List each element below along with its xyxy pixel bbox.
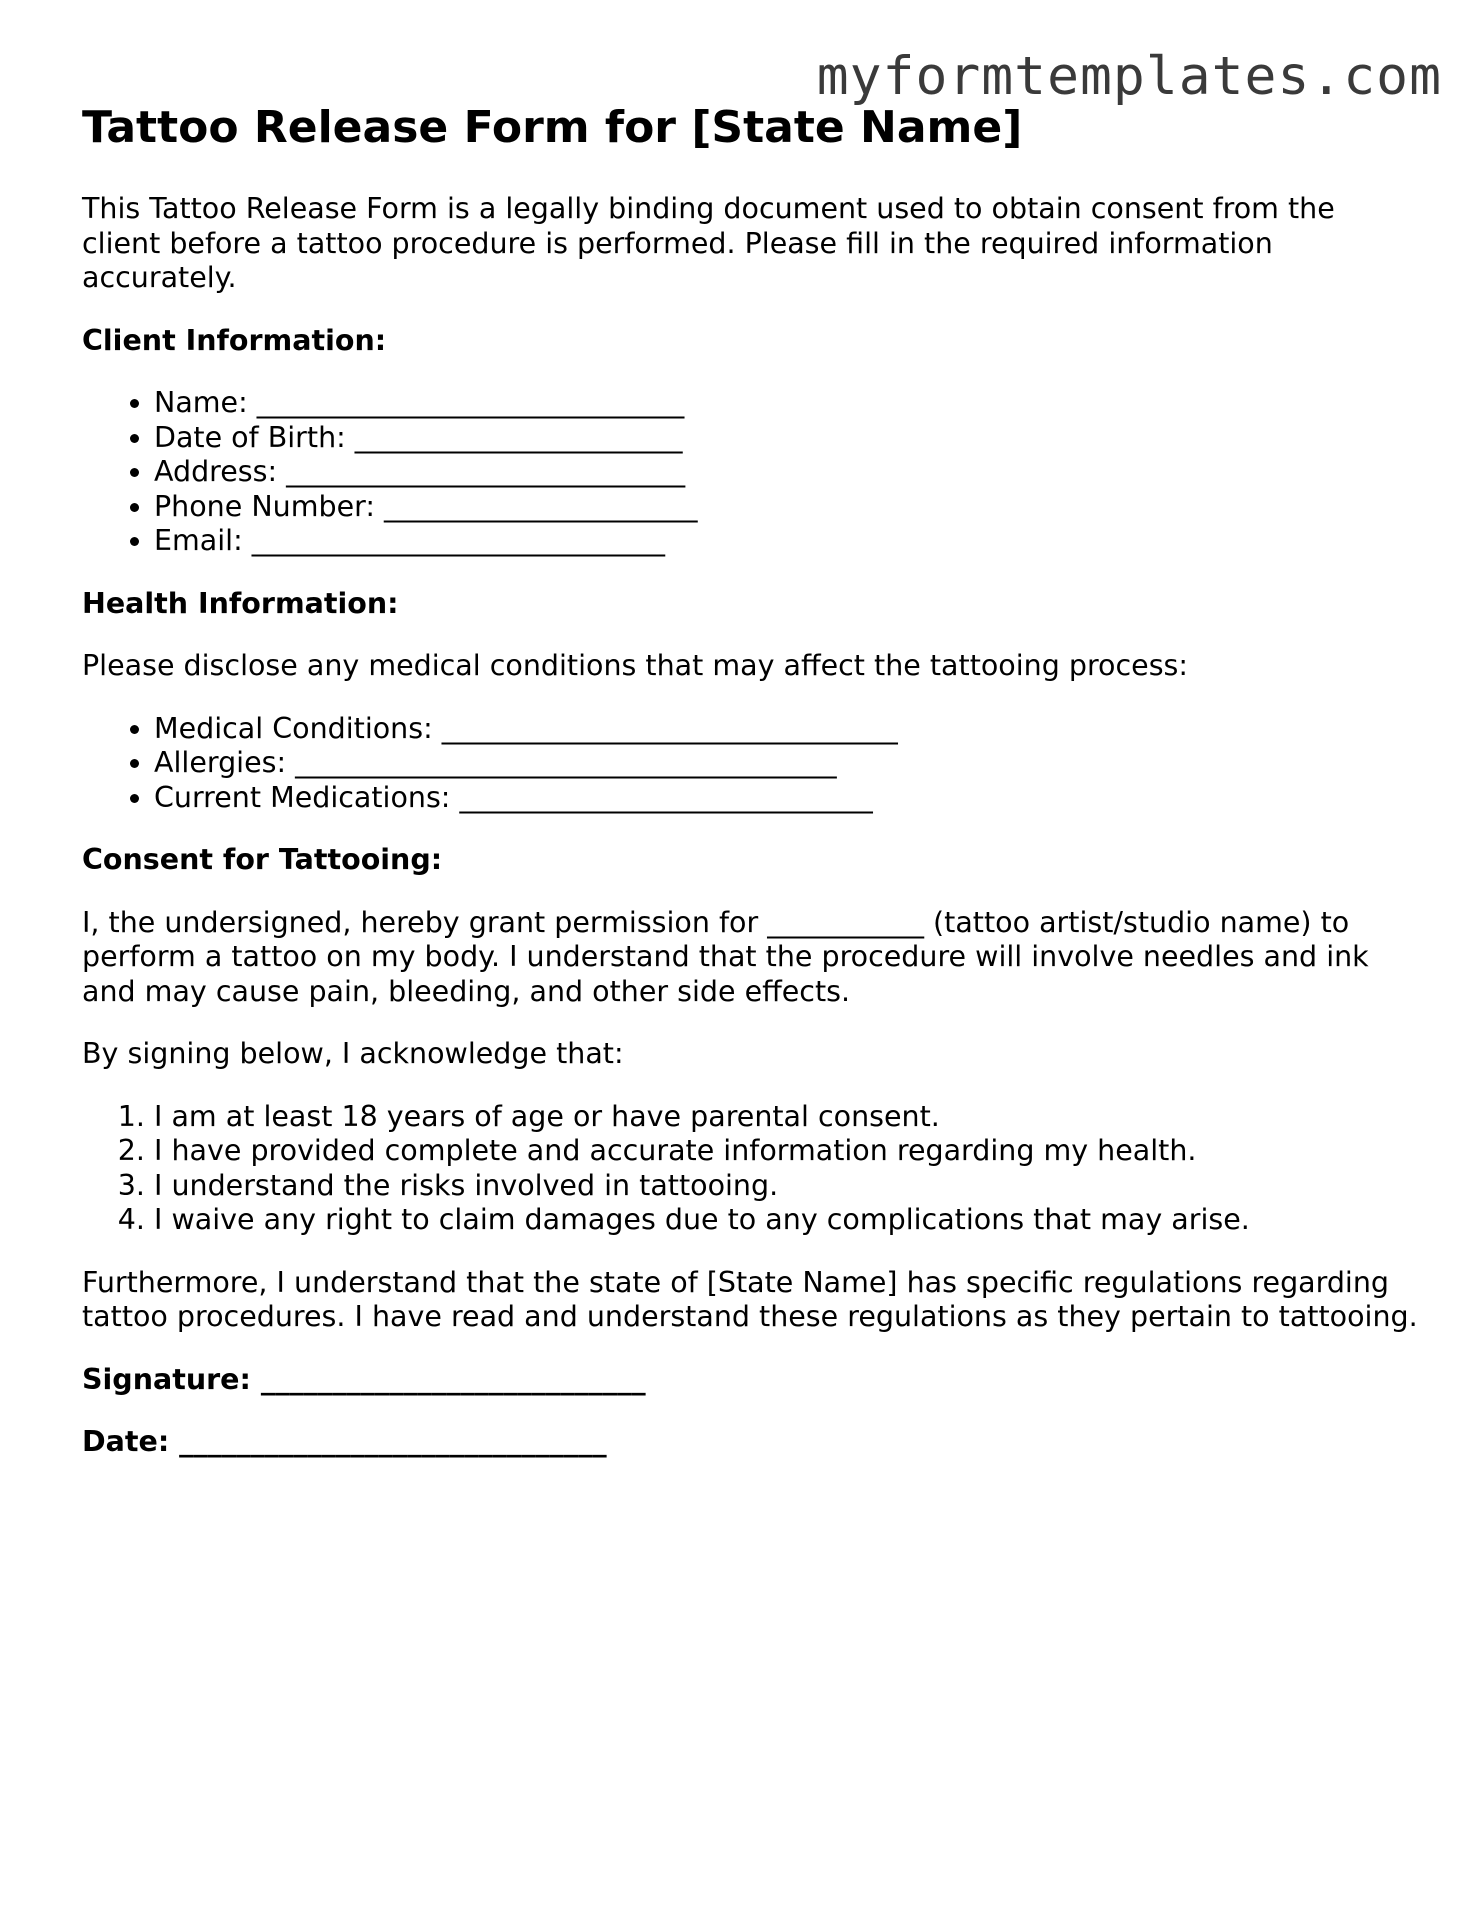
regulations-paragraph: Furthermore, I understand that the state of [State Name] has specific regulations regarding tattoo procedures. I have read and understand these regulations as they pertain to tattooing. [82, 1265, 1418, 1333]
medical-conditions-field[interactable]: • Medical Conditions: ________________________________ [154, 712, 1422, 747]
signature-field[interactable]: Signature: ___________________________ [82, 1362, 646, 1396]
acknowledgement-list [82, 1100, 1422, 1238]
current-medications-field[interactable]: • Current Medications: _____________________________ [154, 781, 1422, 816]
acknowledgement-item: 2. I have provided complete and accurate information regarding my health. [154, 1134, 1422, 1169]
acknowledgement-item: 4. I waive any right to claim damages due to any complications that may arise. [154, 1203, 1422, 1238]
health-information-heading: Health Information: [82, 586, 399, 620]
client-email-field[interactable]: • Email: _____________________________ [154, 524, 1422, 559]
acknowledge-intro: By signing below, I acknowledge that: [82, 1037, 624, 1070]
client-address-field[interactable]: • Address: ____________________________ [154, 455, 1422, 490]
health-information-prompt: Please disclose any medical conditions that may affect the tattooing process: [82, 649, 1188, 682]
intro-paragraph: This Tattoo Release Form is a legally binding document used to obtain consent from the client before a tattoo procedure is performed. Please fill in the required information accurately. [82, 192, 1335, 294]
date-field[interactable]: Date: ______________________________ [82, 1425, 607, 1458]
consent-heading: Consent for Tattooing: [82, 843, 443, 876]
acknowledgement-item: 3. I understand the risks involved in tattooing. [154, 1169, 1422, 1204]
acknowledgement-item: 1. I am at least 18 years of age or have parental consent. [154, 1100, 1422, 1135]
client-information-list [82, 386, 1422, 559]
form-document [82, 102, 1422, 1488]
client-phone-field[interactable]: • Phone Number: ______________________ [154, 490, 1422, 525]
health-information-list [82, 712, 1422, 816]
allergies-field[interactable]: • Allergies: ______________________________________ [154, 746, 1422, 781]
client-information-heading: Client Information: [82, 323, 387, 357]
page-title: Tattoo Release Form for [State Name] [82, 102, 1023, 153]
site-watermark: myformtemplates.com [816, 46, 1442, 107]
consent-paragraph: I, the undersigned, hereby grant permission for ___________ (tattoo artist/studio name) to perform a tattoo on my body. I understand that the procedure will involve needles and ink and may cause pain, bleeding, and other side effects. [82, 905, 1369, 1008]
client-dob-field[interactable]: • Date of Birth: _______________________ [154, 421, 1422, 456]
client-name-field[interactable]: • Name: ______________________________ [154, 386, 1422, 421]
